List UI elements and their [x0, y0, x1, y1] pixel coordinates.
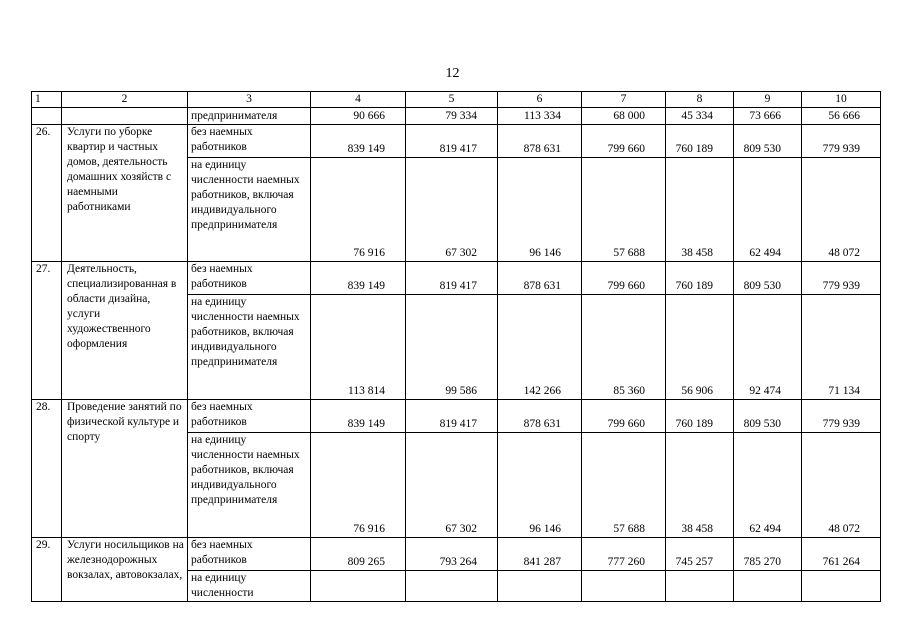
- header-cell: 10: [802, 92, 881, 108]
- value-cell: 79 334: [406, 108, 498, 125]
- service-name: Услуги по уборке квартир и частных домов, деятельность домашних хозяйств с наемными работниками: [62, 125, 188, 262]
- header-row: [32, 92, 881, 108]
- value-cell: 878 631: [498, 125, 582, 158]
- value-cell: 45 334: [666, 108, 734, 125]
- value-cell: 760 189: [666, 125, 734, 158]
- value-cell: 76 916: [311, 158, 406, 262]
- value-cell: 839 149: [311, 262, 406, 295]
- value-cell: 809 530: [734, 262, 802, 295]
- value-cell: 62 494: [734, 158, 802, 262]
- value-cell: 96 146: [498, 158, 582, 262]
- category-label: предпринимателя: [188, 108, 311, 125]
- service-name: Услуги носильщиков на железнодорожных вокзалах, автовокзалах,: [62, 538, 188, 602]
- value-cell: 56 906: [666, 295, 734, 400]
- service-name: Деятельность, специализированная в области дизайна, услуги художественного оформления: [62, 262, 188, 400]
- category-label: без наемных работников: [188, 538, 311, 571]
- category-label: на единицу численности наемных работников, включая индивидуального предпринимателя: [188, 433, 311, 538]
- value-cell: 878 631: [498, 262, 582, 295]
- value-cell: [734, 571, 802, 602]
- value-cell: 99 586: [406, 295, 498, 400]
- value-cell: 142 266: [498, 295, 582, 400]
- value-cell: [802, 571, 881, 602]
- header-cell: 6: [498, 92, 582, 108]
- value-cell: 793 264: [406, 538, 498, 571]
- value-cell: [666, 571, 734, 602]
- category-label: без наемных работников: [188, 400, 311, 433]
- value-cell: 819 417: [406, 262, 498, 295]
- empty-cell: [62, 108, 188, 125]
- value-cell: [311, 571, 406, 602]
- value-cell: 745 257: [666, 538, 734, 571]
- value-cell: 76 916: [311, 433, 406, 538]
- category-label: без наемных работников: [188, 262, 311, 295]
- value-cell: 785 270: [734, 538, 802, 571]
- empty-cell: [32, 108, 62, 125]
- value-cell: 67 302: [406, 158, 498, 262]
- header-cell: 7: [582, 92, 666, 108]
- value-cell: 760 189: [666, 262, 734, 295]
- row-number: 28.: [32, 400, 62, 538]
- table-row: [32, 262, 881, 295]
- value-cell: 113 814: [311, 295, 406, 400]
- value-cell: 62 494: [734, 433, 802, 538]
- value-cell: 56 666: [802, 108, 881, 125]
- header-cell: 4: [311, 92, 406, 108]
- service-name: Проведение занятий по физической культуре и спорту: [62, 400, 188, 538]
- value-cell: 819 417: [406, 400, 498, 433]
- value-cell: 57 688: [582, 158, 666, 262]
- table-body: [32, 92, 881, 602]
- value-cell: 841 287: [498, 538, 582, 571]
- value-cell: 777 260: [582, 538, 666, 571]
- row-number: 27.: [32, 262, 62, 400]
- page-number: 12: [445, 66, 460, 81]
- value-cell: 760 189: [666, 400, 734, 433]
- value-cell: 48 072: [802, 158, 881, 262]
- value-cell: 113 334: [498, 108, 582, 125]
- header-cell: 8: [666, 92, 734, 108]
- header-cell: 9: [734, 92, 802, 108]
- value-cell: 71 134: [802, 295, 881, 400]
- table-row: [32, 538, 881, 571]
- header-cell: 3: [188, 92, 311, 108]
- header-cell: 5: [406, 92, 498, 108]
- category-label: на единицу численности: [188, 571, 311, 602]
- table-row: [32, 125, 881, 158]
- value-cell: 799 660: [582, 125, 666, 158]
- category-label: на единицу численности наемных работников, включая индивидуального предпринимателя: [188, 158, 311, 262]
- row-number: 26.: [32, 125, 62, 262]
- row-number: 29.: [32, 538, 62, 602]
- value-cell: 73 666: [734, 108, 802, 125]
- value-cell: 878 631: [498, 400, 582, 433]
- value-cell: 819 417: [406, 125, 498, 158]
- value-cell: 38 458: [666, 158, 734, 262]
- table-row: [32, 400, 881, 433]
- value-cell: 809 265: [311, 538, 406, 571]
- header-cell: 1: [32, 92, 62, 108]
- value-cell: [498, 571, 582, 602]
- value-cell: 38 458: [666, 433, 734, 538]
- value-cell: 839 149: [311, 125, 406, 158]
- value-cell: [406, 571, 498, 602]
- value-cell: 779 939: [802, 400, 881, 433]
- value-cell: 779 939: [802, 262, 881, 295]
- value-cell: 57 688: [582, 433, 666, 538]
- value-cell: [582, 571, 666, 602]
- value-cell: 67 302: [406, 433, 498, 538]
- value-cell: 761 264: [802, 538, 881, 571]
- category-label: без наемных работников: [188, 125, 311, 158]
- value-cell: 779 939: [802, 125, 881, 158]
- value-cell: 809 530: [734, 400, 802, 433]
- value-cell: 96 146: [498, 433, 582, 538]
- value-cell: 839 149: [311, 400, 406, 433]
- category-label: на единицу численности наемных работников, включая индивидуального предпринимателя: [188, 295, 311, 400]
- value-cell: 85 360: [582, 295, 666, 400]
- value-cell: 90 666: [311, 108, 406, 125]
- value-cell: 68 000: [582, 108, 666, 125]
- table-row: [32, 108, 881, 125]
- value-cell: 48 072: [802, 433, 881, 538]
- value-cell: 92 474: [734, 295, 802, 400]
- value-cell: 809 530: [734, 125, 802, 158]
- tariff-table: [31, 91, 881, 602]
- value-cell: 799 660: [582, 262, 666, 295]
- value-cell: 799 660: [582, 400, 666, 433]
- header-cell: 2: [62, 92, 188, 108]
